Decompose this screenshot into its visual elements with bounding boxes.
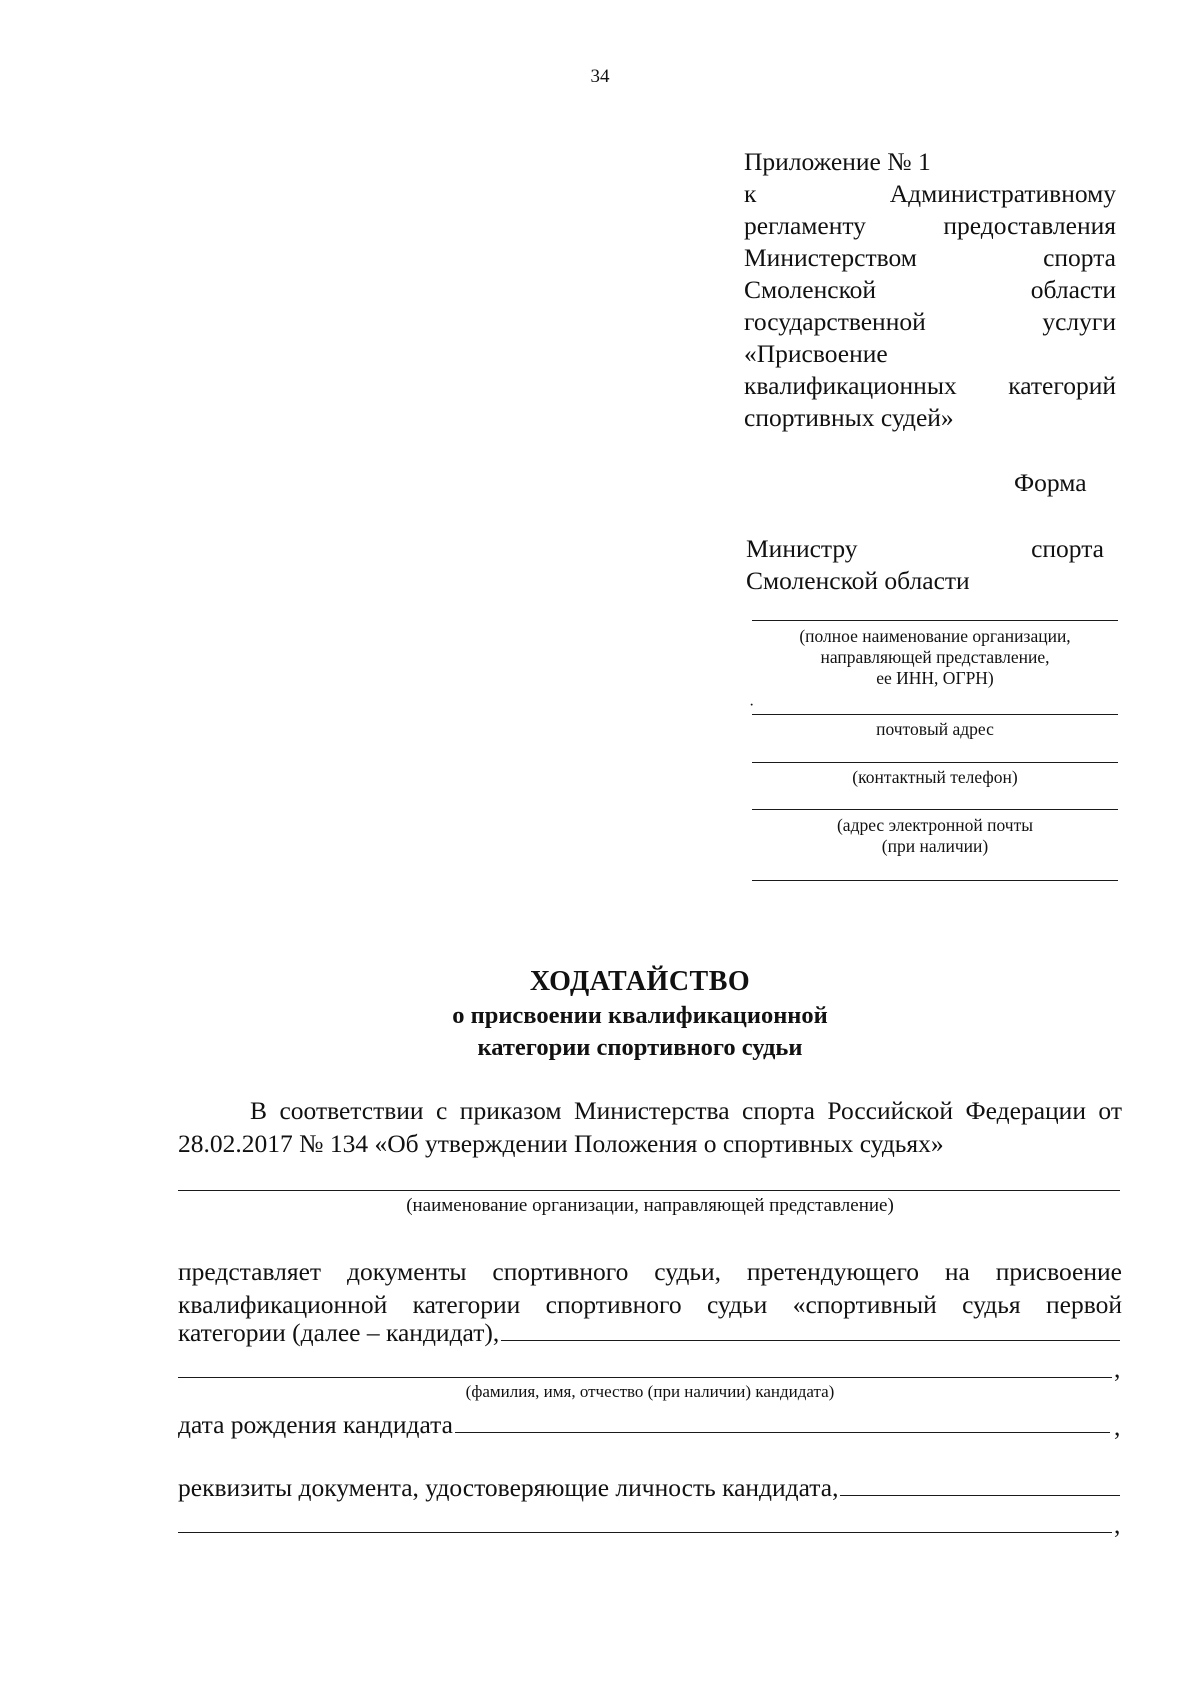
id-document-label: реквизиты документа, удостоверяющие личность кандидата, — [178, 1473, 839, 1502]
word: претендующего — [746, 1257, 920, 1286]
caption-text: (при наличии) — [881, 836, 989, 856]
body-paragraph: В соответствии с приказом Министерства спорта Российской Федерации от 28.02.2017 № 134 «Об утверждении Положения о спортивных судьях» — [178, 1096, 1122, 1158]
id-document-row — [178, 1473, 1122, 1503]
birth-date-row — [178, 1410, 1112, 1440]
word: на — [944, 1257, 970, 1286]
appendix-line — [744, 402, 1116, 434]
candidate-intro-label: категории (далее – кандидат), — [178, 1318, 500, 1347]
appendix-text: «Присвоение — [744, 339, 888, 368]
document-subtitle: о присвоении квалификационной — [452, 1002, 828, 1029]
appendix-line — [744, 178, 1116, 210]
comma: , — [1114, 1412, 1121, 1441]
word: судьи — [706, 1290, 768, 1319]
appendix-text: государственной — [744, 307, 926, 336]
appendix-text: категорий — [1008, 371, 1116, 400]
word: первой — [1045, 1290, 1122, 1319]
phone-line[interactable] — [752, 762, 1118, 763]
word: квалификационной — [178, 1290, 388, 1319]
addressee-line — [746, 533, 1104, 565]
postal-address-line[interactable] — [752, 714, 1118, 715]
addressee-text: Министру — [746, 534, 858, 563]
text-line — [178, 1288, 1122, 1321]
appendix-text: услуги — [1042, 307, 1116, 336]
email-line[interactable] — [752, 809, 1118, 810]
candidate-intro-row — [178, 1318, 1122, 1348]
word: «спортивный — [792, 1290, 937, 1319]
appendix-line — [744, 306, 1116, 338]
addressee-text: спорта — [1031, 534, 1104, 563]
addressee — [746, 533, 1104, 597]
birth-date-label: дата рождения кандидата — [178, 1410, 453, 1439]
body-paragraph — [178, 1255, 1122, 1321]
appendix-reference — [744, 146, 1116, 434]
phone-caption: (контактный телефон) — [852, 767, 1018, 787]
text-line — [178, 1255, 1122, 1288]
word: документы — [346, 1257, 467, 1286]
comma: , — [1114, 1510, 1121, 1539]
appendix-line — [744, 370, 1116, 402]
word: категории — [412, 1290, 521, 1319]
appendix-text: спортивных судей» — [744, 403, 954, 432]
caption-text: направляющей представление, — [820, 647, 1050, 667]
appendix-text: области — [1030, 275, 1116, 304]
appendix-line — [744, 274, 1116, 306]
document-subtitle: категории спортивного судьи — [477, 1034, 803, 1061]
appendix-text: Смоленской — [744, 275, 877, 304]
document-title: ХОДАТАЙСТВО — [529, 966, 751, 997]
appendix-text: к — [744, 179, 757, 208]
org-name-caption — [752, 626, 1118, 689]
caption-text: (полное наименование организации, — [799, 626, 1071, 646]
word: представляет — [178, 1257, 322, 1286]
caption-text: (адрес электронной почты — [836, 815, 1033, 835]
appendix-text: спорта — [1043, 243, 1116, 272]
stray-mark: · — [749, 697, 755, 714]
id-document-line-2[interactable] — [178, 1532, 1112, 1533]
appendix-line — [744, 338, 1116, 370]
appendix-line — [744, 210, 1116, 242]
org-field-line[interactable] — [178, 1190, 1120, 1191]
word: присвоение — [995, 1257, 1122, 1286]
appendix-text: Приложение № 1 — [744, 147, 931, 176]
appendix-text: Административному — [889, 179, 1116, 208]
addressee-line: Смоленской области — [746, 566, 970, 595]
comma: , — [1114, 1354, 1121, 1383]
appendix-text: предоставления — [943, 211, 1116, 240]
org-name-line[interactable] — [752, 620, 1118, 621]
word: спортивного — [492, 1257, 629, 1286]
candidate-fio-caption: (фамилия, имя, отчество (при наличии) кандидата) — [465, 1382, 835, 1401]
word: судьи, — [654, 1257, 721, 1286]
appendix-line — [744, 242, 1116, 274]
appendix-text: Министерством — [744, 243, 917, 272]
postal-address-caption: почтовый адрес — [876, 719, 994, 739]
form-label: Форма — [1014, 468, 1087, 497]
word: судья — [962, 1290, 1021, 1319]
birth-date-field[interactable] — [455, 1412, 1110, 1433]
org-field-caption: (наименование организации, направляющей представление) — [406, 1195, 894, 1216]
appendix-text: регламенту — [744, 211, 866, 240]
candidate-name-field[interactable] — [501, 1320, 1120, 1341]
candidate-fio-line[interactable] — [178, 1377, 1112, 1378]
id-document-field[interactable] — [840, 1475, 1120, 1496]
page-number: 34 — [590, 66, 610, 87]
email-caption — [752, 815, 1118, 857]
word: спортивного — [545, 1290, 682, 1319]
appendix-line — [744, 146, 1116, 178]
caption-text: ее ИНН, ОГРН) — [876, 668, 994, 688]
appendix-text: квалификационных — [744, 371, 957, 400]
extra-line[interactable] — [752, 880, 1118, 881]
